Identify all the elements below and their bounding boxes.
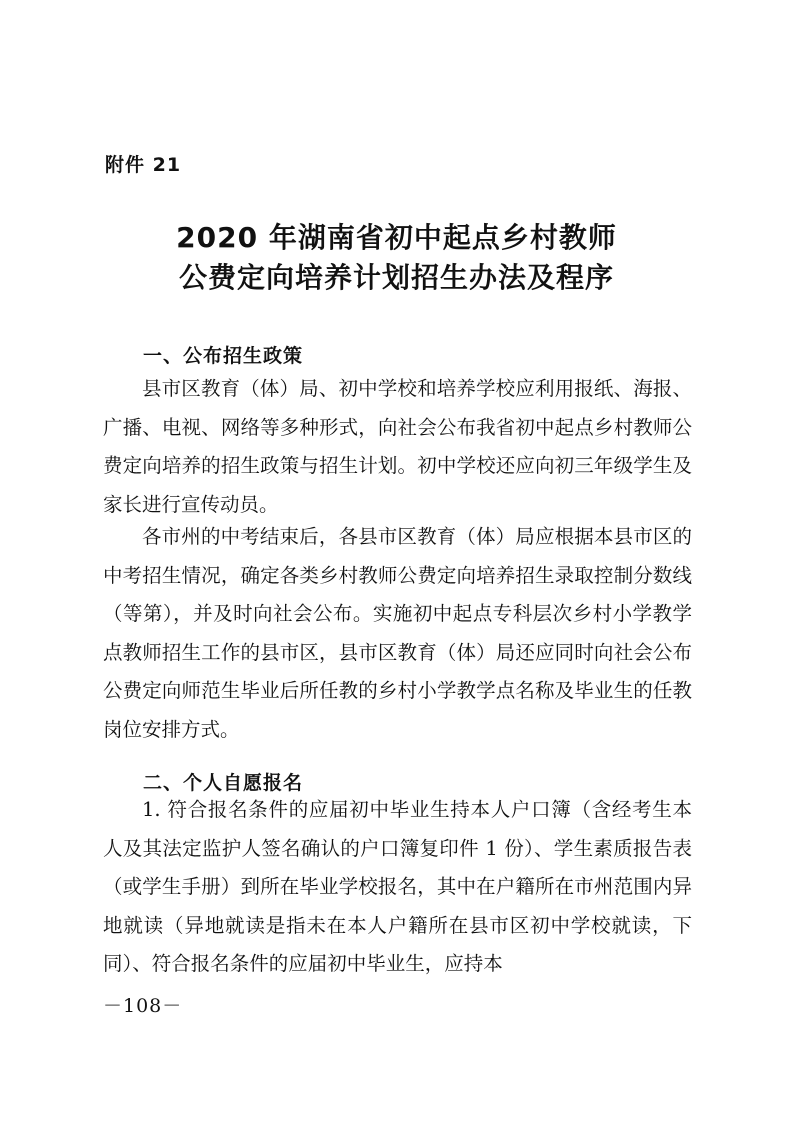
paragraph-registration-item-1: 1. 符合报名条件的应届初中毕业生持本人户口簿（含经考生本人及其法定监护人签名确认的户口簿复印件 1 份）、学生素质报告表（或学生手册）到所在毕业学校报名，其中在户籍所在市州范围内异地就读（异地就读是指未在本人户籍所在县市区初中学校就读，下同）、符合报名条件的应届初中毕业生，应持本 <box>103 798 692 975</box>
paragraph-publicity: 县市区教育（体）局、初中学校和培养学校应利用报纸、海报、广播、电视、网络等多种形式，向社会公布我省初中起点乡村教师公费定向培养的招生政策与招生计划。初中学校还应向初三年级学生及家长进行宣传动员。 <box>103 377 692 516</box>
section-heading-registration: 二、个人自愿报名 <box>143 772 304 794</box>
paragraph-score-line: 各市州的中考结束后，各县市区教育（体）局应根据本县市区的中考招生情况，确定各类乡村教师公费定向培养招生录取控制分数线（等第），并及时向社会公布。实施初中起点专科层次乡村小学教学点教师招生工作的县市区，县市区教育（体）局还应同时向社会公布公费定向师范生毕业后所任教的乡村小学教学点名称及毕业生的任教岗位安排方式。 <box>103 525 692 741</box>
page-number: －108－ <box>103 995 183 1017</box>
document-title-line-2: 公费定向培养计划招生办法及程序 <box>178 261 614 294</box>
document-title-line-1: 2020 年湖南省初中起点乡村教师 <box>176 221 617 254</box>
attachment-label: 附件 21 <box>105 154 182 176</box>
section-heading-publish-policy: 一、公布招生政策 <box>143 345 304 367</box>
